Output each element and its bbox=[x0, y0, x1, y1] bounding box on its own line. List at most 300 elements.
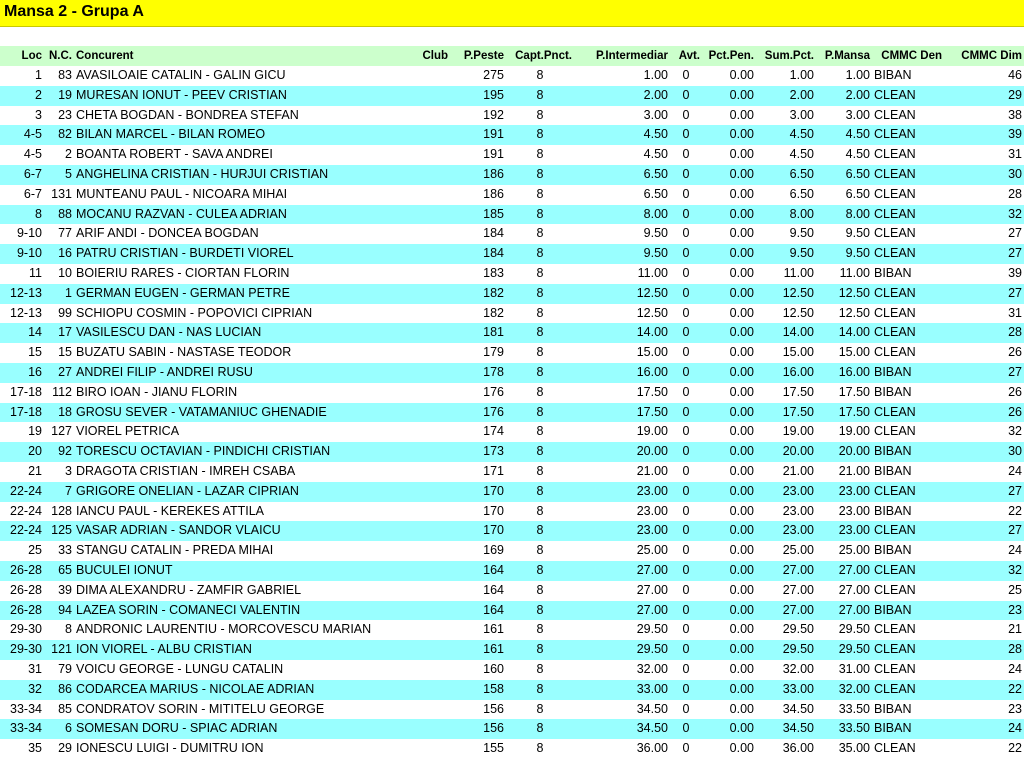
cell-loc: 6-7 bbox=[23, 186, 42, 201]
table-row[interactable] bbox=[0, 640, 1024, 660]
results-table bbox=[0, 46, 1024, 759]
cell-cmmc-den: CLEAN bbox=[874, 166, 916, 181]
cell-capt-pnct: 8 bbox=[536, 364, 544, 379]
cell-sum-pct: 20.00 bbox=[782, 444, 814, 459]
cell-sum-pct: 17.50 bbox=[782, 404, 814, 419]
cell-pct-pen: 0.00 bbox=[729, 444, 754, 459]
cell-cmmc-dim: 32 bbox=[1008, 424, 1022, 439]
cell-loc: 35 bbox=[28, 741, 42, 756]
cell-pct-pen: 0.00 bbox=[729, 87, 754, 102]
cell-pct-pen: 0.00 bbox=[729, 741, 754, 756]
cell-sum-pct: 2.00 bbox=[789, 87, 814, 102]
cell-club bbox=[410, 660, 450, 680]
cell-p-mansa: 23.00 bbox=[838, 523, 870, 538]
cell-cmmc-den: BIBAN bbox=[874, 701, 912, 716]
cell-cmmc-den: CLEAN bbox=[874, 404, 916, 419]
cell-p-intermediar: 27.00 bbox=[636, 562, 668, 577]
cell-pct-pen: 0.00 bbox=[729, 186, 754, 201]
cell-cmmc-dim: 22 bbox=[1008, 503, 1022, 518]
cell-capt-pnct: 8 bbox=[536, 87, 544, 102]
cell-concurent: CODARCEA MARIUS - NICOLAE ADRIAN bbox=[76, 681, 315, 696]
cell-club bbox=[410, 224, 450, 244]
cell-nc: 128 bbox=[51, 503, 72, 518]
cell-p-peste: 170 bbox=[483, 503, 504, 518]
cell-pct-pen: 0.00 bbox=[729, 226, 754, 241]
cell-capt-pnct: 8 bbox=[536, 444, 544, 459]
col-header-avt[interactable]: Avt. bbox=[678, 50, 700, 62]
cell-capt-pnct: 8 bbox=[536, 483, 544, 498]
cell-pct-pen: 0.00 bbox=[729, 166, 754, 181]
cell-club bbox=[410, 185, 450, 205]
cell-concurent: VASILESCU DAN - NAS LUCIAN bbox=[76, 325, 262, 340]
cell-capt-pnct: 8 bbox=[536, 721, 544, 736]
cell-pct-pen: 0.00 bbox=[729, 543, 754, 558]
cell-cmmc-dim: 28 bbox=[1008, 642, 1022, 657]
col-header-nc[interactable]: N.C. bbox=[49, 50, 72, 62]
cell-p-intermediar: 20.00 bbox=[636, 444, 668, 459]
cell-capt-pnct: 8 bbox=[536, 345, 544, 360]
cell-p-mansa: 17.50 bbox=[838, 404, 870, 419]
cell-loc: 19 bbox=[28, 424, 42, 439]
cell-nc: 2 bbox=[65, 147, 72, 162]
cell-p-mansa: 33.50 bbox=[838, 701, 870, 716]
cell-nc: 94 bbox=[58, 602, 72, 617]
cell-capt-pnct: 8 bbox=[536, 166, 544, 181]
cell-sum-pct: 17.50 bbox=[782, 384, 814, 399]
cell-concurent: ANGHELINA CRISTIAN - HURJUI CRISTIAN bbox=[76, 166, 329, 181]
cell-loc: 2 bbox=[35, 87, 42, 102]
cell-avt: 0 bbox=[682, 404, 690, 419]
cell-loc: 22-24 bbox=[10, 523, 42, 538]
table-row[interactable] bbox=[0, 284, 1024, 304]
cell-nc: 3 bbox=[65, 463, 72, 478]
cell-sum-pct: 29.50 bbox=[782, 622, 814, 637]
table-row[interactable] bbox=[0, 125, 1024, 145]
table-row[interactable] bbox=[0, 363, 1024, 383]
cell-avt: 0 bbox=[682, 622, 690, 637]
cell-club bbox=[410, 680, 450, 700]
cell-p-peste: 170 bbox=[483, 523, 504, 538]
cell-nc: 79 bbox=[58, 661, 72, 676]
cell-p-intermediar: 33.00 bbox=[636, 681, 668, 696]
cell-concurent: SCHIOPU COSMIN - POPOVICI CIPRIAN bbox=[76, 305, 313, 320]
cell-cmmc-dim: 39 bbox=[1008, 127, 1022, 142]
cell-nc: 83 bbox=[58, 68, 72, 82]
cell-club bbox=[410, 640, 450, 660]
cell-p-intermediar: 1.00 bbox=[643, 68, 668, 82]
cell-nc: 6 bbox=[65, 721, 72, 736]
cell-pct-pen: 0.00 bbox=[729, 345, 754, 360]
cell-cmmc-den: BIBAN bbox=[874, 463, 912, 478]
table-row[interactable] bbox=[0, 66, 1024, 86]
table-row[interactable] bbox=[0, 601, 1024, 621]
cell-p-peste: 181 bbox=[483, 325, 504, 340]
cell-concurent: BOIERIU RARES - CIORTAN FLORIN bbox=[76, 265, 290, 280]
cell-loc: 6-7 bbox=[23, 166, 42, 181]
cell-cmmc-dim: 26 bbox=[1008, 404, 1022, 419]
cell-concurent: GRIGORE ONELIAN - LAZAR CIPRIAN bbox=[76, 483, 299, 498]
cell-avt: 0 bbox=[682, 503, 690, 518]
cell-p-peste: 184 bbox=[483, 246, 504, 261]
cell-cmmc-den: BIBAN bbox=[874, 503, 912, 518]
table-row[interactable] bbox=[0, 304, 1024, 324]
cell-club bbox=[410, 165, 450, 185]
cell-p-mansa: 9.50 bbox=[845, 226, 870, 241]
col-header-concurent[interactable]: Concurent bbox=[76, 50, 134, 62]
cell-cmmc-den: CLEAN bbox=[874, 107, 916, 122]
cell-sum-pct: 9.50 bbox=[789, 246, 814, 261]
cell-sum-pct: 6.50 bbox=[789, 186, 814, 201]
cell-p-mansa: 12.50 bbox=[838, 305, 870, 320]
cell-p-peste: 186 bbox=[483, 186, 504, 201]
cell-cmmc-dim: 32 bbox=[1008, 562, 1022, 577]
cell-club bbox=[410, 125, 450, 145]
cell-cmmc-dim: 25 bbox=[1008, 582, 1022, 597]
cell-cmmc-den: CLEAN bbox=[874, 305, 916, 320]
cell-loc: 26-28 bbox=[10, 562, 42, 577]
cell-sum-pct: 14.00 bbox=[782, 325, 814, 340]
cell-pct-pen: 0.00 bbox=[729, 701, 754, 716]
cell-concurent: MURESAN IONUT - PEEV CRISTIAN bbox=[76, 87, 287, 102]
cell-p-intermediar: 12.50 bbox=[636, 305, 668, 320]
cell-cmmc-den: CLEAN bbox=[874, 681, 916, 696]
cell-club bbox=[410, 383, 450, 403]
cell-capt-pnct: 8 bbox=[536, 265, 544, 280]
cell-p-peste: 275 bbox=[483, 68, 504, 82]
cell-avt: 0 bbox=[682, 127, 690, 142]
cell-nc: 8 bbox=[65, 622, 72, 637]
cell-avt: 0 bbox=[682, 642, 690, 657]
cell-cmmc-den: BIBAN bbox=[874, 444, 912, 459]
cell-loc: 11 bbox=[29, 265, 42, 280]
cell-capt-pnct: 8 bbox=[536, 582, 544, 597]
cell-club bbox=[410, 106, 450, 126]
table-row[interactable] bbox=[0, 502, 1024, 522]
cell-p-peste: 161 bbox=[483, 642, 504, 657]
cell-club bbox=[410, 363, 450, 383]
col-header-cmmc-den[interactable]: CMMC Den bbox=[881, 50, 942, 62]
cell-club bbox=[410, 581, 450, 601]
cell-p-mansa: 3.00 bbox=[845, 107, 870, 122]
table-row[interactable] bbox=[0, 145, 1024, 165]
cell-avt: 0 bbox=[682, 701, 690, 716]
header-row bbox=[0, 46, 1024, 66]
col-header-p-mansa[interactable]: P.Mansa bbox=[824, 50, 870, 62]
cell-pct-pen: 0.00 bbox=[729, 483, 754, 498]
cell-pct-pen: 0.00 bbox=[729, 661, 754, 676]
cell-club bbox=[410, 462, 450, 482]
table-row[interactable] bbox=[0, 422, 1024, 442]
cell-pct-pen: 0.00 bbox=[729, 602, 754, 617]
cell-pct-pen: 0.00 bbox=[729, 721, 754, 736]
cell-cmmc-den: CLEAN bbox=[874, 325, 916, 340]
cell-concurent: VIOREL PETRICA bbox=[76, 424, 180, 439]
cell-cmmc-dim: 38 bbox=[1008, 107, 1022, 122]
cell-avt: 0 bbox=[682, 285, 690, 300]
cell-sum-pct: 4.50 bbox=[789, 147, 814, 162]
cell-cmmc-den: CLEAN bbox=[874, 186, 916, 201]
cell-p-intermediar: 29.50 bbox=[636, 642, 668, 657]
cell-pct-pen: 0.00 bbox=[729, 503, 754, 518]
cell-concurent: BOANTA ROBERT - SAVA ANDREI bbox=[76, 147, 273, 162]
cell-avt: 0 bbox=[682, 741, 690, 756]
cell-avt: 0 bbox=[682, 186, 690, 201]
cell-cmmc-dim: 24 bbox=[1008, 661, 1022, 676]
cell-capt-pnct: 8 bbox=[536, 661, 544, 676]
cell-cmmc-dim: 30 bbox=[1008, 166, 1022, 181]
col-header-p-intermediar[interactable]: P.Intermediar bbox=[595, 50, 668, 62]
cell-cmmc-den: CLEAN bbox=[874, 206, 916, 221]
table-row[interactable] bbox=[0, 106, 1024, 126]
cell-club bbox=[410, 145, 450, 165]
cell-p-peste: 185 bbox=[483, 206, 504, 221]
cell-p-intermediar: 6.50 bbox=[643, 186, 668, 201]
cell-club bbox=[410, 323, 450, 343]
cell-cmmc-den: CLEAN bbox=[874, 226, 916, 241]
cell-loc: 22-24 bbox=[10, 503, 42, 518]
cell-pct-pen: 0.00 bbox=[729, 68, 754, 82]
cell-p-mansa: 4.50 bbox=[845, 147, 870, 162]
cell-p-mansa: 17.50 bbox=[838, 384, 870, 399]
table-row[interactable] bbox=[0, 620, 1024, 640]
cell-p-mansa: 14.00 bbox=[838, 325, 870, 340]
cell-p-intermediar: 32.00 bbox=[636, 661, 668, 676]
cell-concurent: MOCANU RAZVAN - CULEA ADRIAN bbox=[76, 206, 287, 221]
cell-concurent: BILAN MARCEL - BILAN ROMEO bbox=[76, 127, 266, 142]
cell-avt: 0 bbox=[682, 463, 690, 478]
cell-concurent: STANGU CATALIN - PREDA MIHAI bbox=[76, 543, 274, 558]
cell-p-mansa: 29.50 bbox=[838, 642, 870, 657]
table-row[interactable] bbox=[0, 462, 1024, 482]
cell-sum-pct: 23.00 bbox=[782, 483, 814, 498]
cell-p-peste: 170 bbox=[483, 483, 504, 498]
cell-p-peste: 182 bbox=[483, 285, 504, 300]
cell-cmmc-den: CLEAN bbox=[874, 345, 916, 360]
cell-loc: 26-28 bbox=[10, 602, 42, 617]
cell-nc: 1 bbox=[65, 285, 72, 300]
cell-avt: 0 bbox=[682, 68, 690, 82]
cell-pct-pen: 0.00 bbox=[729, 107, 754, 122]
cell-cmmc-dim: 23 bbox=[1008, 701, 1022, 716]
table-row[interactable] bbox=[0, 224, 1024, 244]
cell-club bbox=[410, 422, 450, 442]
cell-sum-pct: 3.00 bbox=[789, 107, 814, 122]
col-header-club[interactable]: Club bbox=[422, 50, 448, 62]
cell-nc: 92 bbox=[58, 444, 72, 459]
cell-capt-pnct: 8 bbox=[536, 681, 544, 696]
cell-club bbox=[410, 244, 450, 264]
table-row[interactable] bbox=[0, 660, 1024, 680]
table-row[interactable] bbox=[0, 323, 1024, 343]
cell-club bbox=[410, 264, 450, 284]
table-row[interactable] bbox=[0, 719, 1024, 739]
cell-pct-pen: 0.00 bbox=[729, 642, 754, 657]
table-row[interactable] bbox=[0, 185, 1024, 205]
table-row[interactable] bbox=[0, 700, 1024, 720]
cell-p-mansa: 31.00 bbox=[838, 661, 870, 676]
cell-cmmc-dim: 22 bbox=[1008, 741, 1022, 756]
page-title: Mansa 2 - Grupa A bbox=[4, 3, 144, 20]
cell-cmmc-den: CLEAN bbox=[874, 562, 916, 577]
table-row[interactable] bbox=[0, 442, 1024, 462]
cell-p-intermediar: 17.50 bbox=[636, 404, 668, 419]
cell-cmmc-dim: 27 bbox=[1008, 285, 1022, 300]
cell-loc: 17-18 bbox=[10, 404, 42, 419]
cell-capt-pnct: 8 bbox=[536, 206, 544, 221]
cell-cmmc-dim: 26 bbox=[1008, 345, 1022, 360]
table-row[interactable] bbox=[0, 521, 1024, 541]
cell-avt: 0 bbox=[682, 661, 690, 676]
cell-loc: 32 bbox=[28, 681, 42, 696]
cell-nc: 121 bbox=[51, 642, 72, 657]
cell-concurent: ION VIOREL - ALBU CRISTIAN bbox=[76, 642, 252, 657]
cell-sum-pct: 19.00 bbox=[782, 424, 814, 439]
cell-pct-pen: 0.00 bbox=[729, 265, 754, 280]
col-header-pct-pen[interactable]: Pct.Pen. bbox=[708, 50, 754, 62]
cell-cmmc-dim: 46 bbox=[1008, 68, 1022, 82]
table-row[interactable] bbox=[0, 165, 1024, 185]
cell-p-mansa: 9.50 bbox=[845, 246, 870, 261]
cell-cmmc-den: BIBAN bbox=[874, 721, 912, 736]
cell-cmmc-den: CLEAN bbox=[874, 246, 916, 261]
cell-capt-pnct: 8 bbox=[536, 463, 544, 478]
cell-concurent: SOMESAN DORU - SPIAC ADRIAN bbox=[76, 721, 278, 736]
cell-sum-pct: 27.00 bbox=[782, 602, 814, 617]
cell-nc: 23 bbox=[58, 107, 72, 122]
cell-p-mansa: 19.00 bbox=[838, 424, 870, 439]
cell-p-intermediar: 23.00 bbox=[636, 523, 668, 538]
cell-avt: 0 bbox=[682, 147, 690, 162]
table-row[interactable] bbox=[0, 581, 1024, 601]
cell-pct-pen: 0.00 bbox=[729, 523, 754, 538]
cell-capt-pnct: 8 bbox=[536, 701, 544, 716]
col-header-p-peste[interactable]: P.Peste bbox=[463, 50, 504, 62]
table-row[interactable] bbox=[0, 383, 1024, 403]
col-header-loc[interactable]: Loc bbox=[21, 50, 42, 62]
col-header-capt-pnct[interactable]: Capt.Pnct. bbox=[515, 50, 572, 62]
cell-sum-pct: 6.50 bbox=[789, 166, 814, 181]
table-row[interactable] bbox=[0, 680, 1024, 700]
cell-p-intermediar: 8.00 bbox=[643, 206, 668, 221]
cell-nc: 131 bbox=[51, 186, 72, 201]
cell-avt: 0 bbox=[682, 543, 690, 558]
cell-nc: 99 bbox=[58, 305, 72, 320]
cell-p-peste: 161 bbox=[483, 622, 504, 637]
cell-concurent: GERMAN EUGEN - GERMAN PETRE bbox=[76, 285, 290, 300]
cell-concurent: BIRO IOAN - JIANU FLORIN bbox=[76, 384, 238, 399]
col-header-sum-pct[interactable]: Sum.Pct. bbox=[764, 50, 814, 62]
cell-p-mansa: 23.00 bbox=[838, 483, 870, 498]
table-row[interactable] bbox=[0, 264, 1024, 284]
cell-avt: 0 bbox=[682, 444, 690, 459]
table-row[interactable] bbox=[0, 739, 1024, 759]
table-row[interactable] bbox=[0, 403, 1024, 423]
cell-capt-pnct: 8 bbox=[536, 523, 544, 538]
cell-cmmc-dim: 27 bbox=[1008, 523, 1022, 538]
cell-cmmc-den: CLEAN bbox=[874, 127, 916, 142]
cell-pct-pen: 0.00 bbox=[729, 325, 754, 340]
cell-pct-pen: 0.00 bbox=[729, 364, 754, 379]
cell-p-intermediar: 36.00 bbox=[636, 741, 668, 756]
cell-avt: 0 bbox=[682, 87, 690, 102]
cell-p-mansa: 23.00 bbox=[838, 503, 870, 518]
cell-cmmc-dim: 29 bbox=[1008, 87, 1022, 102]
cell-p-intermediar: 23.00 bbox=[636, 503, 668, 518]
cell-p-peste: 192 bbox=[483, 107, 504, 122]
cell-capt-pnct: 8 bbox=[536, 226, 544, 241]
cell-capt-pnct: 8 bbox=[536, 741, 544, 756]
cell-nc: 10 bbox=[58, 265, 72, 280]
cell-p-mansa: 15.00 bbox=[838, 345, 870, 360]
cell-sum-pct: 12.50 bbox=[782, 285, 814, 300]
cell-capt-pnct: 8 bbox=[536, 503, 544, 518]
cell-p-peste: 176 bbox=[483, 384, 504, 399]
cell-cmmc-dim: 39 bbox=[1008, 265, 1022, 280]
cell-sum-pct: 32.00 bbox=[782, 661, 814, 676]
cell-loc: 31 bbox=[28, 661, 42, 676]
cell-loc: 12-13 bbox=[10, 305, 42, 320]
table-row[interactable] bbox=[0, 244, 1024, 264]
cell-capt-pnct: 8 bbox=[536, 325, 544, 340]
table-row[interactable] bbox=[0, 541, 1024, 561]
cell-p-peste: 183 bbox=[483, 265, 504, 280]
cell-avt: 0 bbox=[682, 602, 690, 617]
cell-p-peste: 164 bbox=[483, 582, 504, 597]
table-row[interactable] bbox=[0, 205, 1024, 225]
cell-avt: 0 bbox=[682, 107, 690, 122]
cell-sum-pct: 33.00 bbox=[782, 681, 814, 696]
table-row[interactable] bbox=[0, 561, 1024, 581]
cell-cmmc-den: CLEAN bbox=[874, 483, 916, 498]
col-header-cmmc-dim[interactable]: CMMC Dim bbox=[961, 50, 1022, 62]
cell-avt: 0 bbox=[682, 246, 690, 261]
cell-avt: 0 bbox=[682, 721, 690, 736]
table-row[interactable] bbox=[0, 343, 1024, 363]
cell-pct-pen: 0.00 bbox=[729, 206, 754, 221]
cell-nc: 39 bbox=[58, 582, 72, 597]
cell-capt-pnct: 8 bbox=[536, 285, 544, 300]
cell-nc: 33 bbox=[58, 543, 72, 558]
cell-cmmc-dim: 31 bbox=[1008, 147, 1022, 162]
cell-pct-pen: 0.00 bbox=[729, 404, 754, 419]
cell-concurent: DIMA ALEXANDRU - ZAMFIR GABRIEL bbox=[76, 582, 302, 597]
cell-club bbox=[410, 482, 450, 502]
cell-p-mansa: 20.00 bbox=[838, 444, 870, 459]
cell-sum-pct: 27.00 bbox=[782, 562, 814, 577]
cell-p-peste: 155 bbox=[483, 741, 504, 756]
cell-p-mansa: 27.00 bbox=[838, 562, 870, 577]
table-row[interactable] bbox=[0, 482, 1024, 502]
cell-p-mansa: 29.50 bbox=[838, 622, 870, 637]
cell-p-mansa: 21.00 bbox=[838, 463, 870, 478]
cell-loc: 22-24 bbox=[10, 483, 42, 498]
cell-p-mansa: 16.00 bbox=[838, 364, 870, 379]
cell-cmmc-den: CLEAN bbox=[874, 741, 916, 756]
cell-cmmc-dim: 26 bbox=[1008, 384, 1022, 399]
table-row[interactable] bbox=[0, 86, 1024, 106]
cell-p-intermediar: 29.50 bbox=[636, 622, 668, 637]
cell-nc: 125 bbox=[51, 523, 72, 538]
cell-club bbox=[410, 284, 450, 304]
cell-p-intermediar: 9.50 bbox=[643, 246, 668, 261]
cell-concurent: TORESCU OCTAVIAN - PINDICHI CRISTIAN bbox=[76, 444, 331, 459]
cell-sum-pct: 23.00 bbox=[782, 523, 814, 538]
cell-cmmc-dim: 21 bbox=[1008, 622, 1022, 637]
cell-pct-pen: 0.00 bbox=[729, 622, 754, 637]
cell-nc: 82 bbox=[58, 127, 72, 142]
cell-capt-pnct: 8 bbox=[536, 186, 544, 201]
cell-loc: 25 bbox=[28, 543, 42, 558]
